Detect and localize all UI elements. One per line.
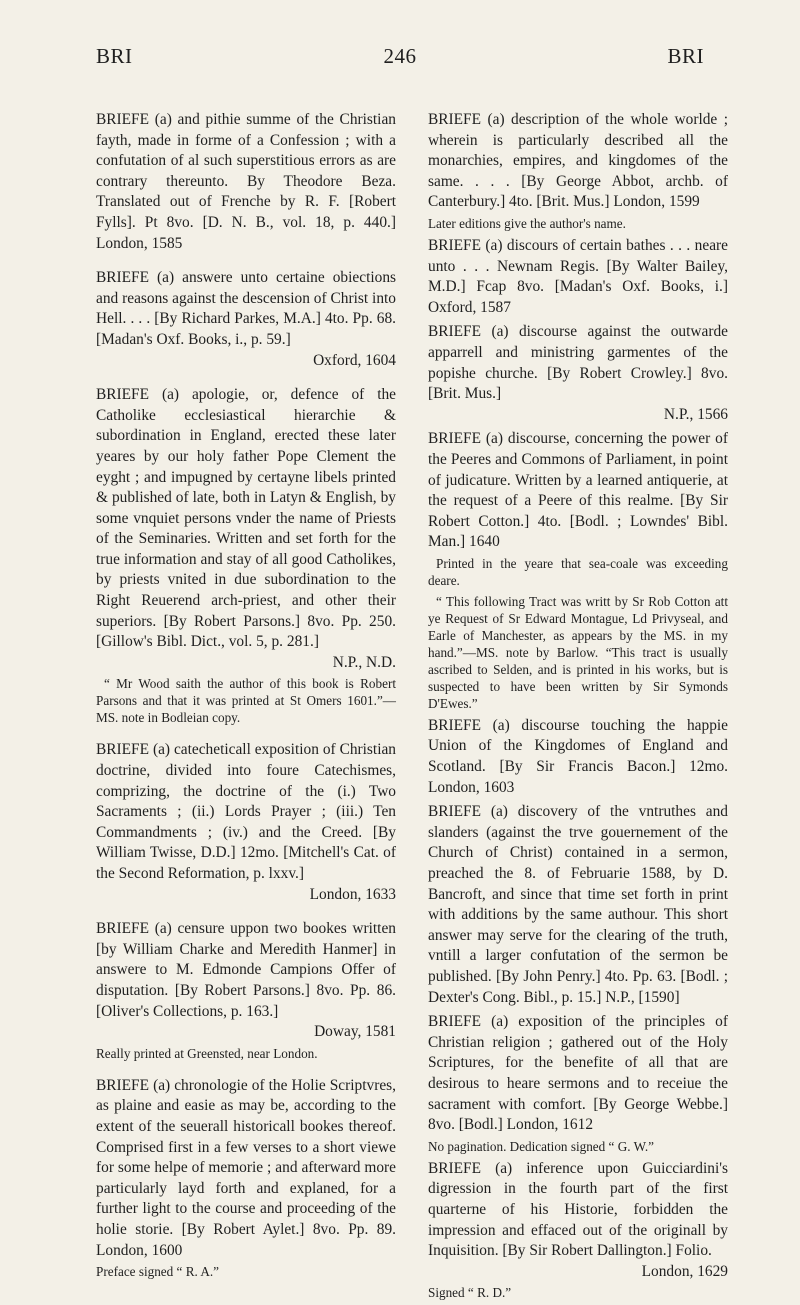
entry <box>96 268 396 371</box>
entry-note: No pagination. Dedication signed “ G. W.” <box>428 1138 654 1154</box>
header-left: BRI <box>96 44 133 68</box>
entry <box>428 429 728 712</box>
entry-text: BRIEFE (a) inference upon Guicciardini's digression in the fourth part of the first quarterne of his Historie, forbidden the impression and effaced out of the originall by Inquisition. [By Sir Robert Dallington.] Folio. <box>428 1159 728 1260</box>
entry-text: BRIEFE (a) and pithie summe of the Christian fayth, made in forme of a Confession ; with a confutation of al such superstitious errors as are contrary thereunto. By Theodore Beza. Translated out of Frenche by R. F. [Robert Fylls]. Pt 8vo. [D. N. B., vol. 18, p. 440.] London, 1585 <box>96 111 396 252</box>
entry <box>96 385 396 726</box>
entry-imprint: London, 1629 <box>641 1262 728 1280</box>
entry-note: Preface signed “ R. A.” <box>96 1264 220 1280</box>
entry-note: “ Mr Wood saith the author of this book is Robert Parsons and that it was printed at St Omers 1601.”—MS. note in Bodleian copy. <box>96 676 396 726</box>
entry-text: BRIEFE (a) description of the whole worlde ; wherein is particularly described all the monarchies, empires, and kingdomes of the same. . . . [By George Abbot, archb. of Canterbury.] 4to. [Brit. Mus.] London, 1599 <box>428 111 728 211</box>
entry <box>96 740 396 905</box>
entry <box>96 919 396 1062</box>
entry <box>428 716 728 798</box>
entry <box>428 322 728 425</box>
entry <box>428 236 728 318</box>
entry-note: “ This following Tract was writt by Sr Rob Cotton att ye Request of Sr Edward Montague, Ld Privyseal, and Earle of Manchester, as appears by the MS. in my hand.”—MS. note by Barlow. “This tract is usually ascribed to Selden, and is printed in his works, but is suspected to have been written by Sir Symonds D'Ewes.” <box>428 593 728 711</box>
entry-text: BRIEFE (a) exposition of the principles of Christian religion ; gathered out of the Holy Scriptures, for the benefite of all that are desirous to heare sermons and to receiue the sacrament with comfort. [By George Webbe.] 8vo. [Bodl.] London, 1612 <box>428 1013 728 1134</box>
running-header <box>96 44 704 72</box>
entry-note: Printed in the yeare that sea-coale was exceeding deare. <box>428 555 728 588</box>
left-column <box>96 110 396 1284</box>
entry-text: BRIEFE (a) discourse touching the happie Union of the Kingdomes of England and Scotland. [By Sir Francis Bacon.] 12mo. London, 1603 <box>428 716 728 796</box>
entry-text: BRIEFE (a) chronologie of the Holie Scriptvres, as plaine and easie as may be, according to the extent of the seuerall historicall bookes thereof. Comprised first in a few verses to a short viewe for some helpe of memorie ; and afterward more particularly layd forth and explaned, for a further light to the course and proceeding of the holie storie. [By Robert Aylet.] 8vo. Pp. 89. London, 1600 <box>96 1076 396 1259</box>
entry <box>96 110 396 254</box>
entry-note: Later editions give the author's name. <box>428 215 626 231</box>
header-right: BRI <box>667 44 704 68</box>
entry <box>428 1012 728 1155</box>
entry <box>96 1076 396 1280</box>
entry-imprint: N.P., 1566 <box>663 405 728 423</box>
entry-text: BRIEFE (a) apologie, or, defence of the Catholike ecclesiastical hierarchie & subordination in England, erected these later yeares by our holy father Pope Clement the eyght ; and impugned by certayne libels printed & published of late, both in Latyn & English, by some vnquiet persons vnder the name of Priests of the Seminaries. Written and set forth for the true information and stay of all good Catholikes, by priests vnited in due subordination to the Right Reuerend arch-priest, and other their superiors. [By Robert Parsons.] 8vo. Pp. 250. [Gillow's Bibl. Dict., vol. 5, p. 281.] <box>96 386 396 651</box>
entry-note: Really printed at Greensted, near London. <box>96 1045 318 1061</box>
entry-text: BRIEFE (a) discourse against the outwarde apparrell and ministring garmentes of the popishe churche. [By Robert Crowley.] 8vo. [Brit. Mus.] <box>428 323 728 403</box>
entry-text: BRIEFE (a) discours of certain bathes . . . neare unto . . . Newnam Regis. [By Walter Bailey, M.D.] Fcap 8vo. [Madan's Oxf. Books, i.] Oxford, 1587 <box>428 236 728 316</box>
entry-note: Signed “ R. D.” <box>428 1285 512 1301</box>
entry-imprint: N.P., N.D. <box>332 653 396 671</box>
entry <box>428 802 728 1008</box>
entry-imprint: Oxford, 1604 <box>313 351 396 369</box>
entry-text: BRIEFE (a) discovery of the vntruthes and slanders (against the trve gouernement of the Church of Christ) contained in a sermon, preached the 8. of Februarie 1588, by D. Bancroft, and since that time set forth in print with additions by the same authour. This short answer may serve for the clearing of the truth, vntill a larger confutation of the sermon be published. [By John Penry.] 4to. Pp. 63. [Bodl. ; Dexter's Cong. Bibl., p. 15.] N.P., [1590] <box>428 803 728 1006</box>
entry-imprint: Doway, 1581 <box>314 1023 396 1041</box>
entry-text: BRIEFE (a) catecheticall exposition of Christian doctrine, divided into foure Catechismes, comprizing, the doctrine of the (i.) Two Sacraments ; (ii.) Lords Prayer ; (iii.) Ten Commandments ; (iv.) and the Creed. [By William Twisse, D.D.] 12mo. [Mitchell's Cat. of the Second Reformation, p. lxxv.] <box>96 741 396 882</box>
right-column <box>428 110 728 1305</box>
page-number: 246 <box>383 44 417 68</box>
entry-text: BRIEFE (a) censure uppon two bookes written [by William Charke and Meredith Hanmer] in answere to M. Edmonde Campions Offer of disputation. [By Robert Parsons.] 8vo. Pp. 86. [Oliver's Collections, p. 163.] <box>96 920 396 1020</box>
entry <box>428 110 728 232</box>
entry <box>428 1159 728 1302</box>
entry-imprint: London, 1633 <box>309 885 396 903</box>
entry-text: BRIEFE (a) answere unto certaine obiections and reasons against the descension of Christ into Hell. . . . [By Richard Parkes, M.A.] 4to. Pp. 68. [Madan's Oxf. Books, i., p. 59.] <box>96 269 396 348</box>
entry-text: BRIEFE (a) discourse, concerning the power of the Peeres and Commons of Parliament, in point of judicature. Written by a learned antiquerie, at the request of a Peere of this realme. [By Sir Robert Cotton.] 4to. [Bodl. ; Lowndes' Bibl. Man.] 1640 <box>428 430 728 551</box>
